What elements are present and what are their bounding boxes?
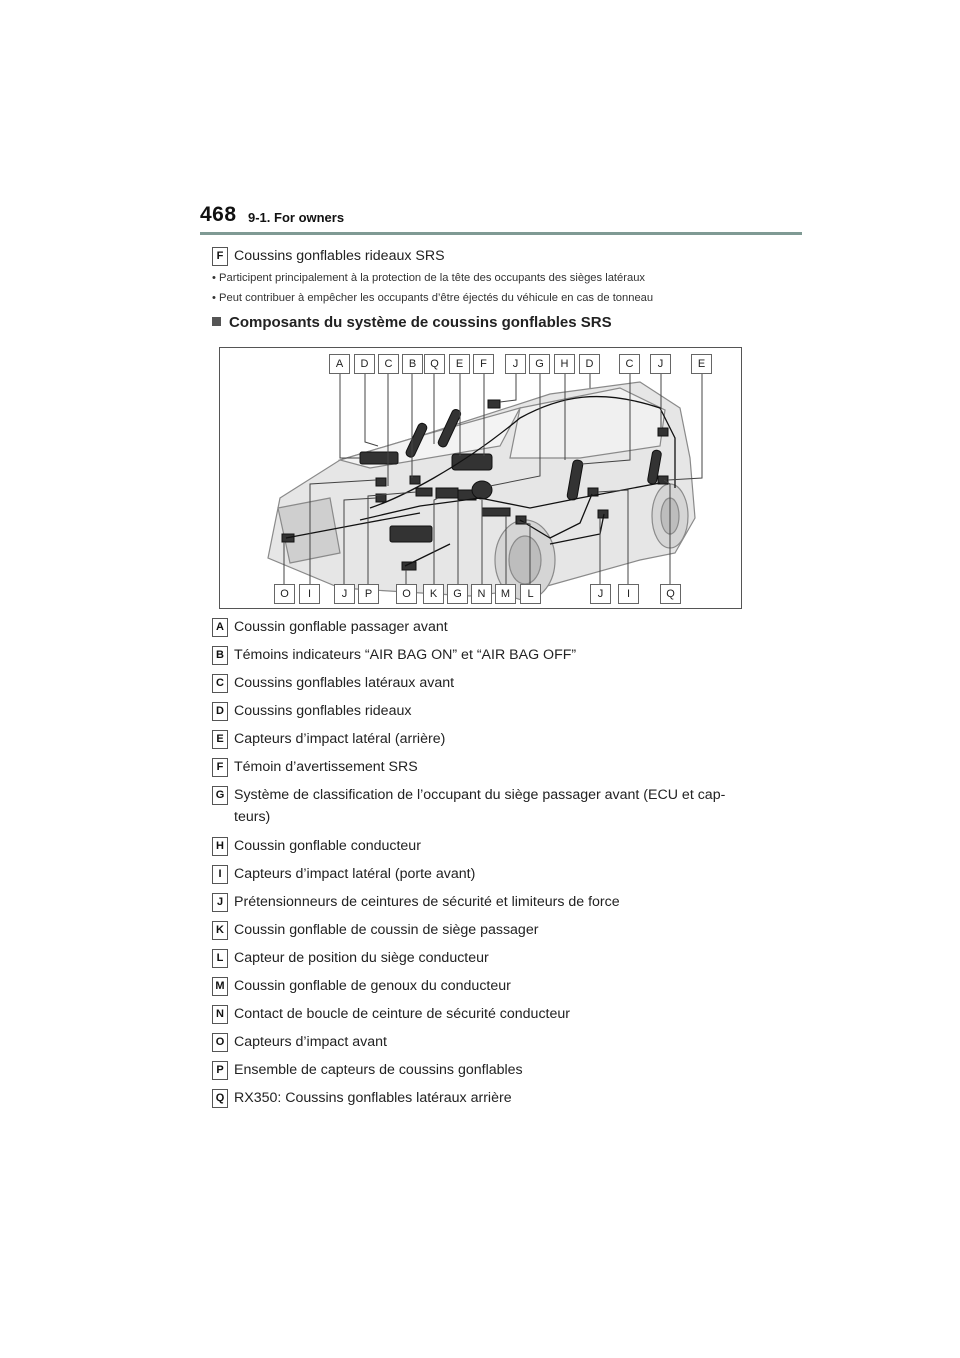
legend-item-text: Coussin gonflable passager avant [234, 619, 448, 635]
item-letter-box: M [212, 977, 228, 996]
square-bullet-icon [212, 317, 221, 326]
page-header [200, 203, 802, 235]
legend-item-text: Contact de boucle de ceinture de sécurité conducteur [234, 1006, 570, 1022]
legend-item-text: Coussin gonflable conducteur [234, 838, 421, 854]
legend-item-text: Coussins gonflables rideaux [234, 703, 412, 719]
diagram-label: B [402, 354, 423, 374]
item-letter-box: N [212, 1005, 228, 1024]
item-letter-box: C [212, 674, 228, 693]
legend-item-text: Capteur de position du siège conducteur [234, 950, 489, 966]
diagram-label: D [354, 354, 375, 374]
item-letter-box: Q [212, 1089, 228, 1108]
item-letter-box: I [212, 865, 228, 884]
diagram-label: O [396, 584, 417, 604]
diagram-label: Q [424, 354, 445, 374]
legend-item-text: Ensemble de capteurs de coussins gonflables [234, 1062, 523, 1078]
header-rule [200, 232, 802, 235]
diagram-label: G [529, 354, 550, 374]
diagram-label: F [473, 354, 494, 374]
legend-item-text: Témoin d’avertissement SRS [234, 759, 418, 775]
item-letter-box: E [212, 730, 228, 749]
diagram-label: E [449, 354, 470, 374]
diagram-label: P [358, 584, 379, 604]
legend-item-text: Capteurs d’impact latéral (arrière) [234, 731, 446, 747]
car-illustration [220, 348, 741, 608]
diagram-label: A [329, 354, 350, 374]
item-letter-box: A [212, 618, 228, 637]
diagram-label: E [691, 354, 712, 374]
diagram-label: Q [660, 584, 681, 604]
item-letter-box: F [212, 758, 228, 777]
item-letter-box: K [212, 921, 228, 940]
diagram-label: O [274, 584, 295, 604]
diagram-label: J [505, 354, 526, 374]
item-letter-box: O [212, 1033, 228, 1052]
legend-item-text: Système de classification de l’occupant du siège passager avant (ECU et cap- [234, 787, 726, 803]
diagram-label: L [520, 584, 541, 604]
diagram-label: N [471, 584, 492, 604]
item-letter-box: G [212, 786, 228, 805]
intro-bullet: • Peut contribuer à empêcher les occupants d’être éjectés du véhicule en cas de tonneau [212, 292, 654, 304]
legend-item-text: Capteurs d’impact avant [234, 1034, 387, 1050]
diagram-label: J [334, 584, 355, 604]
item-letter-box: H [212, 837, 228, 856]
diagram-label: D [579, 354, 600, 374]
item-letter-box: B [212, 646, 228, 665]
section-title: 9-1. For owners [248, 210, 345, 225]
subheading: Composants du système de coussins gonflables SRS [212, 314, 612, 331]
item-letter-box: D [212, 702, 228, 721]
diagram-label: I [618, 584, 639, 604]
legend-item-text: Coussin gonflable de genoux du conducteur [234, 978, 511, 994]
legend-item-text: Témoins indicateurs “AIR BAG ON” et “AIR BAG OFF” [234, 647, 577, 663]
item-letter-box: P [212, 1061, 228, 1080]
diagram-label: J [650, 354, 671, 374]
page-number: 468 [200, 203, 237, 226]
intro-bullet: • Participent principalement à la protection de la tête des occupants des sièges latéraux [212, 272, 646, 284]
item-letter-box: L [212, 949, 228, 968]
intro-title: Coussins gonflables rideaux SRS [234, 248, 445, 264]
diagram-label: M [495, 584, 516, 604]
airbag-diagram [219, 347, 742, 609]
diagram-label: C [378, 354, 399, 374]
diagram-label: G [447, 584, 468, 604]
diagram-label: I [299, 584, 320, 604]
legend-item-text: RX350: Coussins gonflables latéraux arrière [234, 1090, 512, 1106]
diagram-label: J [590, 584, 611, 604]
diagram-label: H [554, 354, 575, 374]
item-letter-box: J [212, 893, 228, 912]
item-letter-box: F [212, 247, 228, 266]
legend-item-text: Capteurs d’impact latéral (porte avant) [234, 866, 476, 882]
diagram-label: K [423, 584, 444, 604]
legend-item-text: Prétensionneurs de ceintures de sécurité et limiteurs de force [234, 894, 620, 910]
diagram-label: C [619, 354, 640, 374]
legend-item-text: Coussins gonflables latéraux avant [234, 675, 455, 691]
legend-item-text-continued: teurs) [234, 809, 271, 825]
legend-item-text: Coussin gonflable de coussin de siège passager [234, 922, 539, 938]
